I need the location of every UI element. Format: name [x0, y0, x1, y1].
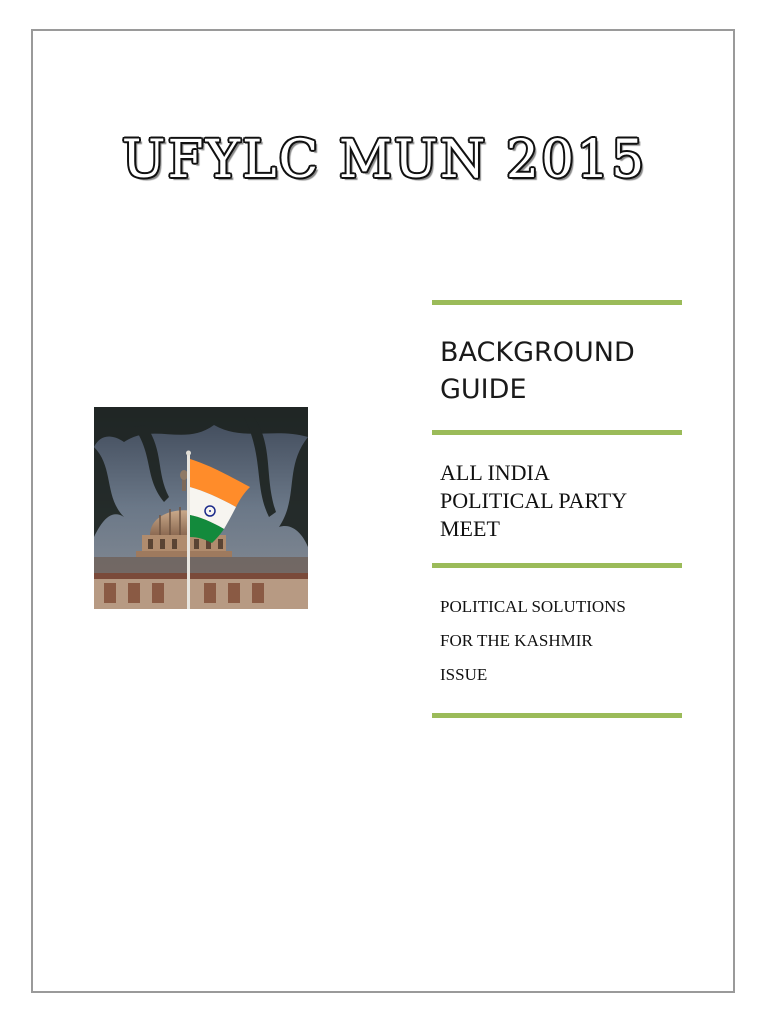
committee-line-2: POLITICAL PARTY [440, 488, 628, 513]
committee-name [440, 459, 700, 543]
green-rule-3 [432, 563, 682, 568]
agenda-topic [440, 590, 700, 692]
topic-line-3: ISSUE [440, 665, 488, 684]
parliament-flag-photo [94, 407, 308, 609]
green-rule-2 [432, 430, 682, 435]
topic-line-1: POLITICAL SOLUTIONS [440, 597, 626, 616]
parliament-flag-illustration [94, 407, 308, 609]
green-rule-bottom [432, 713, 682, 718]
cover-title: UFYLC MUN 2015 [121, 130, 647, 190]
section-label [440, 334, 690, 408]
topic-line-2: FOR THE KASHMIR [440, 631, 593, 650]
green-rule-top [432, 300, 682, 305]
section-label-line-2: GUIDE [440, 374, 527, 405]
section-label-line-1: BACKGROUND [440, 337, 635, 368]
committee-line-3: MEET [440, 516, 500, 541]
committee-line-1: ALL INDIA [440, 460, 550, 485]
